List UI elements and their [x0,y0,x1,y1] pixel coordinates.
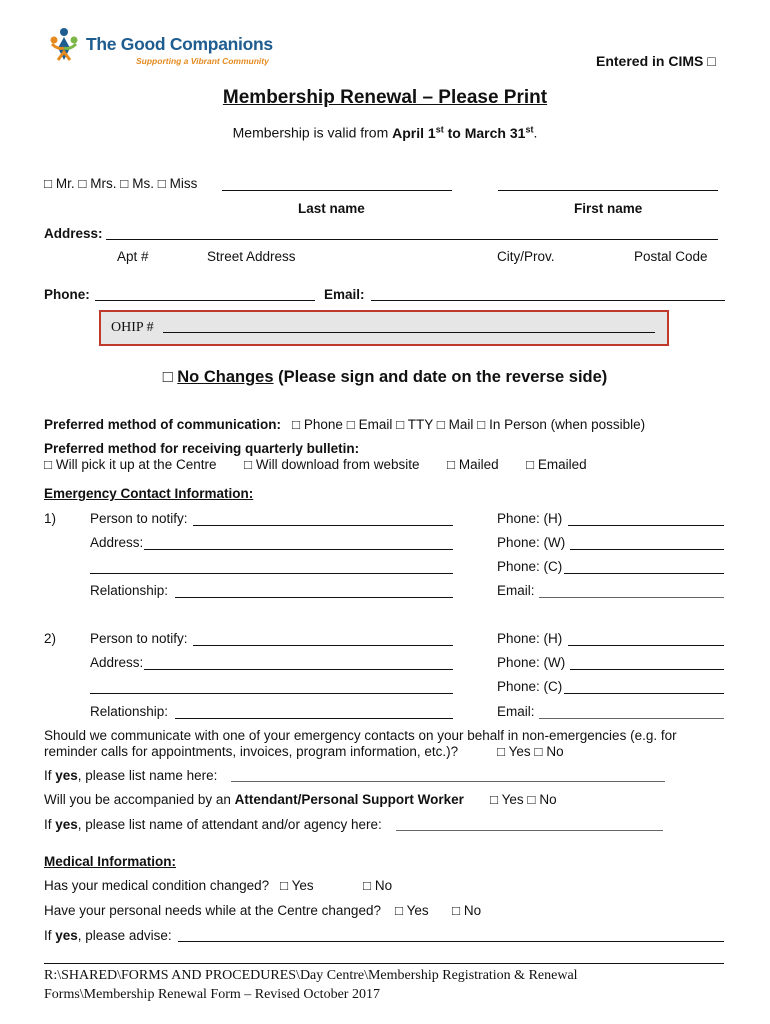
contact-1-phone-c-field[interactable] [564,573,724,574]
contact-1-email-label: Email: [497,583,535,598]
ohip-field[interactable] [163,332,655,333]
contact-1-person-field[interactable] [193,525,453,526]
contact-2-email-field[interactable] [539,718,724,719]
attendant-question: Will you be accompanied by an Attendant/Personal Support Worker [44,792,464,807]
personal-needs-question: Have your personal needs while at the Centre changed? [44,903,381,918]
contact-2-address-field-2[interactable] [90,693,453,694]
medical-condition-yes[interactable]: □ Yes [280,878,314,893]
bulletin-emailed-option[interactable]: □ Emailed [526,457,587,472]
contact-1-address-field-2[interactable] [90,573,453,574]
contact-1-phone-w-field[interactable] [570,549,724,550]
non-emergency-question: Should we communicate with one of your emergency contacts on your behalf in non-emergencies (e.g. for [44,728,677,743]
contact-1-phone-w-label: Phone: (W) [497,535,566,550]
footer-file-path: R:\SHARED\FORMS AND PROCEDURES\Day Centre\Membership Registration & Renewal Forms\Membership Renewal Form – Revised October 2017 [44,968,578,1002]
please-advise-label: If yes, please advise: [44,928,172,943]
street-label: Street Address [207,249,296,264]
organization-logo [44,24,284,70]
bulletin-mailed-option[interactable]: □ Mailed [447,457,499,472]
ohip-box [99,310,669,346]
no-changes-checkbox[interactable]: □ No Changes (Please sign and date on the reverse side) [162,368,608,386]
contact-2-phone-h-field[interactable] [568,645,724,646]
attendant-name-field[interactable] [396,830,663,831]
bulletin-pickup-option[interactable]: □ Will pick it up at the Centre [44,457,217,472]
address-label: Address: [44,226,103,241]
contact-1-phone-h-field[interactable] [568,525,724,526]
preferred-comm-options[interactable]: □ Phone □ Email □ TTY □ Mail □ In Person (when possible) [292,417,646,432]
attendant-name-label: If yes, please list name of attendant and/or agency here: [44,817,382,832]
contact-2-phone-c-label: Phone: (C) [497,679,563,694]
companions-figures-icon [44,26,84,66]
contact-2-number: 2) [44,631,57,646]
footer-divider [44,963,724,964]
city-label: City/Prov. [497,249,555,264]
bulletin-label: Preferred method for receiving quarterly bulletin: [44,441,360,456]
postal-label: Postal Code [634,249,708,264]
if-yes-name-field[interactable] [231,781,665,782]
medical-heading: Medical Information: [44,854,177,869]
contact-2-address-field[interactable] [144,669,453,670]
contact-2-person-field[interactable] [193,645,453,646]
contact-1-relationship-label: Relationship: [90,583,169,598]
medical-condition-no[interactable]: □ No [363,878,393,893]
contact-1-phone-c-label: Phone: (C) [497,559,563,574]
contact-1-address-label: Address: [90,535,144,550]
contact-1-relationship-field[interactable] [175,597,453,598]
contact-1-email-field[interactable] [539,597,724,598]
brand-tagline: Supporting a Vibrant Community [136,56,269,66]
preferred-comm-label: Preferred method of communication: [44,417,282,432]
non-emergency-yes-no[interactable]: □ Yes □ No [497,744,564,759]
contact-1-phone-h-label: Phone: (H) [497,511,563,526]
contact-1-number: 1) [44,511,57,526]
phone-field[interactable] [95,300,315,301]
first-name-label: First name [574,201,643,216]
contact-2-relationship-label: Relationship: [90,704,169,719]
bulletin-download-option[interactable]: □ Will download from website [244,457,420,472]
contact-2-address-label: Address: [90,655,144,670]
non-emergency-question-cont: reminder calls for appointments, invoices, program information, etc.)? [44,744,459,759]
phone-label: Phone: [44,287,90,302]
if-yes-name-label: If yes, please list name here: [44,768,218,783]
contact-2-phone-w-label: Phone: (W) [497,655,566,670]
contact-1-person-label: Person to notify: [90,511,188,526]
contact-2-phone-w-field[interactable] [570,669,724,670]
apt-label: Apt # [117,249,149,264]
address-field[interactable] [106,239,718,240]
contact-2-relationship-field[interactable] [175,718,453,719]
entered-cims-checkbox[interactable]: Entered in CIMS □ [596,53,716,69]
personal-needs-no[interactable]: □ No [452,903,482,918]
contact-2-phone-h-label: Phone: (H) [497,631,563,646]
emergency-heading: Emergency Contact Information: [44,486,254,501]
contact-2-email-label: Email: [497,704,535,719]
email-label: Email: [324,287,365,302]
first-name-field[interactable] [498,190,718,191]
ohip-label: OHIP # [111,320,154,335]
page-title: Membership Renewal – Please Print [222,87,548,108]
brand-name: The Good Companions [86,34,273,54]
contact-2-phone-c-field[interactable] [564,693,724,694]
contact-2-person-label: Person to notify: [90,631,188,646]
contact-1-address-field[interactable] [144,549,453,550]
salutation-checkboxes[interactable]: □ Mr. □ Mrs. □ Ms. □ Miss [44,176,198,191]
validity-statement: Membership is valid from April 1st to March 31st. [232,124,538,141]
please-advise-field[interactable] [178,941,724,942]
personal-needs-yes[interactable]: □ Yes [395,903,429,918]
attendant-yes-no[interactable]: □ Yes □ No [490,792,557,807]
medical-condition-question: Has your medical condition changed? [44,878,270,893]
email-field[interactable] [371,300,725,301]
last-name-label: Last name [298,201,365,216]
last-name-field[interactable] [222,190,452,191]
